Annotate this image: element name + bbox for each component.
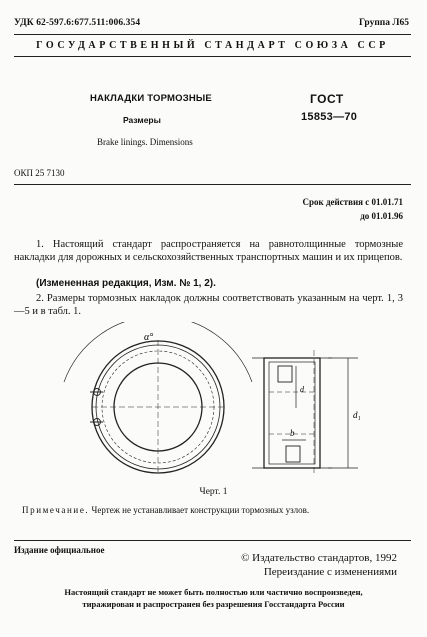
english-title: Brake linings. Dimensions (97, 137, 193, 147)
udk-code: УДК 62-597.6:677.511:006.354 (14, 18, 141, 28)
rights-notice (0, 586, 427, 610)
gost-label: ГОСТ (310, 92, 344, 106)
okp-rule (14, 184, 411, 185)
document-title: НАКЛАДКИ ТОРМОЗНЫЕ (90, 93, 212, 104)
brake-lining-drawing (28, 322, 408, 482)
reprint-note: Переиздание с изменениями (263, 566, 397, 578)
banner-rule (14, 56, 411, 57)
top-rule (14, 34, 411, 35)
d-label: d (300, 385, 304, 394)
alpha-label: α° (144, 332, 154, 343)
rights-line-2: тиражирован и распространен без разрешения Госстандарта России (82, 599, 345, 609)
lining-front-view (90, 340, 224, 474)
footer-rule (14, 540, 411, 541)
amendment-note: (Измененная редакция, Изм. № 1, 2). (36, 278, 216, 289)
okp-code: ОКП 25 7130 (14, 168, 65, 178)
validity-from: Срок действия с 01.01.71 (302, 197, 403, 207)
document-subtitle: Размеры (123, 115, 161, 125)
group-code: Группа Л65 (358, 18, 409, 28)
publication-mark: Издание официальное (14, 545, 105, 555)
drawing-note (22, 505, 309, 515)
d1-label: d₁ (353, 410, 361, 420)
rights-line-1: Настоящий стандарт не может быть полностью или частично воспроизведен, (64, 587, 363, 597)
note-text: Чертеж не устанавливает конструкции тормозных узлов. (91, 505, 310, 515)
gost-number: 15853—70 (301, 111, 358, 123)
state-standard-banner: ГОСУДАРСТВЕННЫЙ СТАНДАРТ СОЮЗА ССР (36, 40, 389, 51)
paragraph-1: 1. Настоящий стандарт распространяется на равнотолщинные тормозные накладки для дорожных и сельскохозяйственных транспортных машин и их прицепов. (14, 239, 403, 263)
validity-to: до 01.01.96 (360, 211, 403, 221)
lining-section-view (252, 350, 332, 474)
note-label: Примечание. (22, 505, 90, 515)
figure-caption: Черт. 1 (199, 487, 228, 497)
paragraph-2: 2. Размеры тормозных накладок должны соответствовать указанным на черт. 1, 3—5 и в табл. 1. (14, 293, 403, 317)
copyright: © Издательство стандартов, 1992 (241, 552, 397, 564)
b-label: b (290, 428, 295, 438)
